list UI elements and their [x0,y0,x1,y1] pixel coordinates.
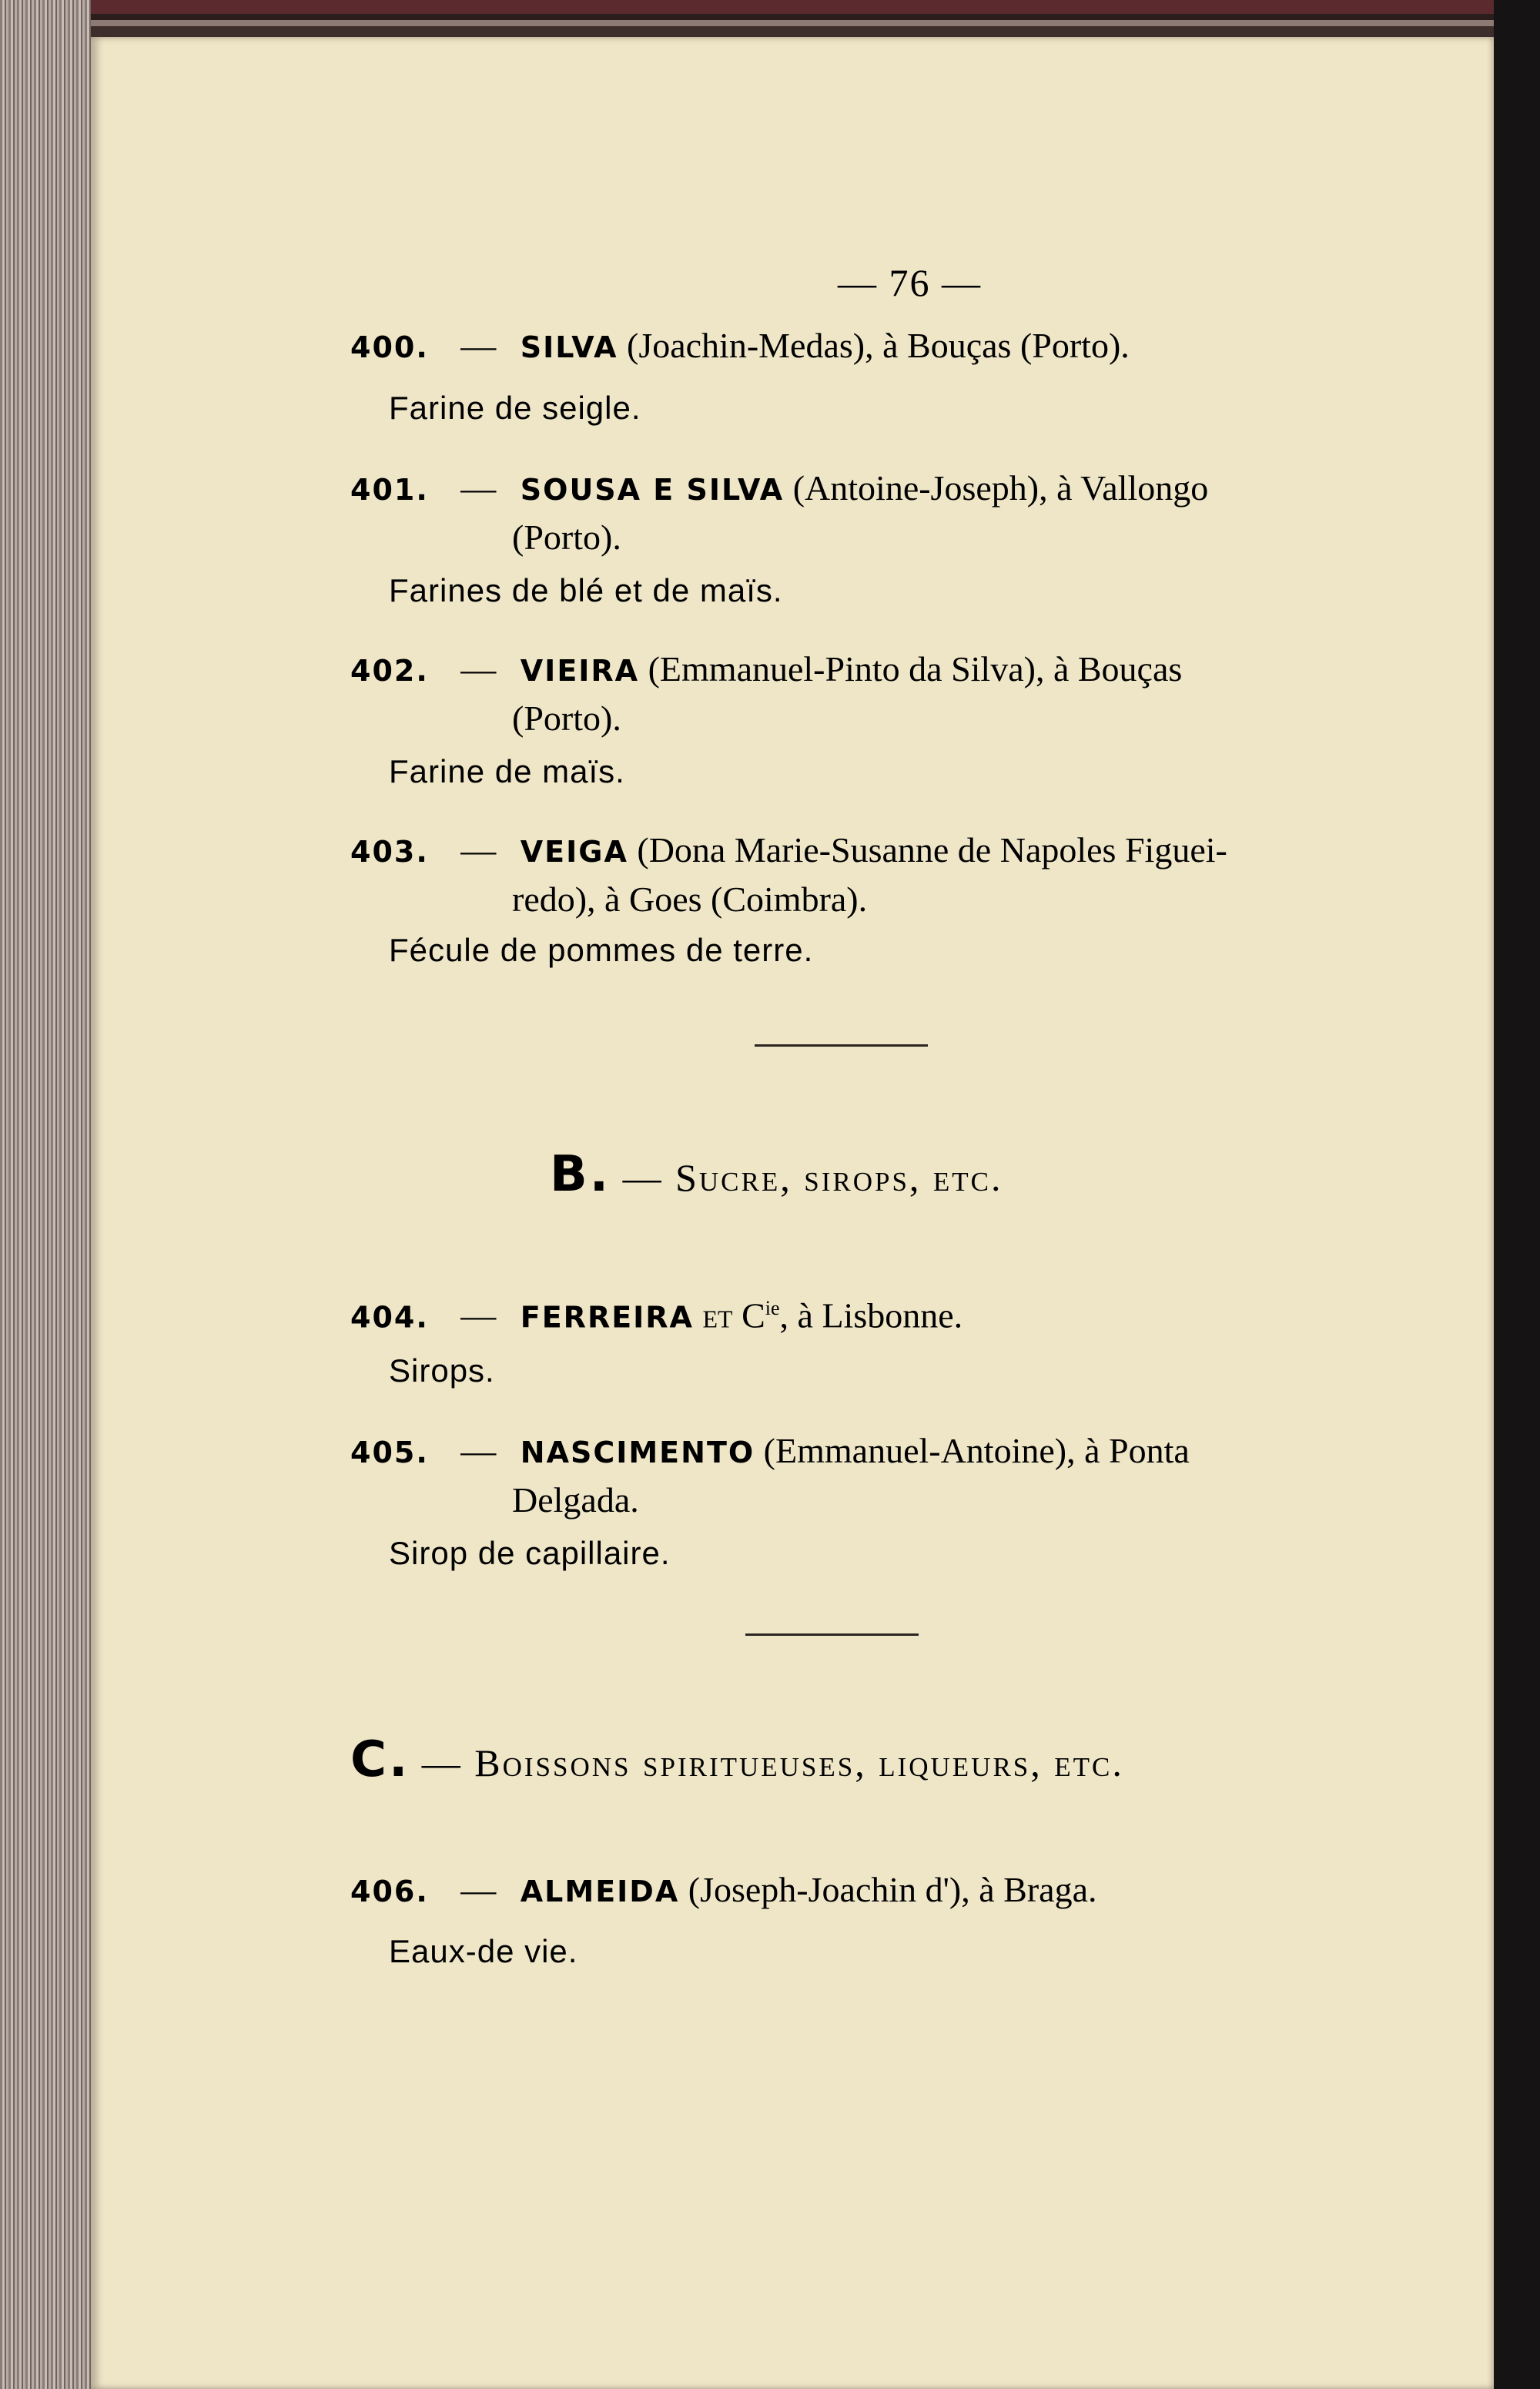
section-title: — Boissons spiritueuses, liqueurs, etc. [421,1741,1124,1784]
book-page-edges [0,0,91,2389]
entry-406 [350,1866,1424,1915]
exhibitor-details: , à Lisbonne. [779,1295,963,1335]
entry-number: 400. [350,330,429,364]
entry-number: 406. [350,1875,429,1908]
exhibitor-name: VIEIRA [520,654,640,688]
entry-402 [350,645,1424,742]
exhibitor-details: (Dona Marie-Susanne de Napoles Figuei- [628,830,1227,869]
entry-continuation: Delgada. [512,1480,639,1520]
section-title: — Sucre, sirops, etc. [622,1156,1003,1199]
exhibitor-details: (Joseph-Joachin d'), à Braga. [679,1870,1097,1909]
entry-dash: — [460,1295,497,1335]
exhibitor-details: (Emmanuel-Antoine), à Ponta [755,1431,1190,1470]
book-top-edge [0,0,1540,37]
exhibitor-name: FERREIRA [520,1300,694,1335]
section-divider [755,1044,928,1047]
company-suffix: et C [693,1295,765,1335]
entry-description: Sirop de capillaire. [389,1535,671,1571]
entry-dash: — [460,468,497,508]
entry-description: Eaux-de vie. [389,1933,578,1969]
section-heading-b [550,1146,1003,1203]
entry-number: 405. [350,1436,429,1469]
exhibitor-name: VEIGA [520,835,628,869]
entry-description: Farine de maïs. [389,753,625,789]
entry-number: 404. [350,1300,429,1335]
entry-number: 403. [350,835,429,869]
entry-404 [350,1285,1424,1341]
book-right-margin [1494,0,1540,2389]
exhibitor-name: SOUSA E SILVA [520,473,785,507]
entry-continuation: (Porto). [512,518,621,557]
section-letter: C. [350,1731,410,1788]
entry-dash: — [460,830,497,869]
exhibitor-details: (Joachin-Medas), à Bouças (Porto). [618,326,1130,365]
entry-description: Fécule de pommes de terre. [389,932,814,968]
entry-continuation: (Porto). [512,699,621,738]
entry-description: Farines de blé et de maïs. [389,572,783,608]
entry-405 [350,1427,1424,1524]
entry-description: Farine de seigle. [389,390,641,426]
exhibitor-name: NASCIMENTO [520,1436,755,1469]
entry-number: 401. [350,473,429,507]
section-heading-c [350,1731,1124,1788]
exhibitor-name: ALMEIDA [520,1875,680,1908]
book-page [91,37,1494,2389]
entry-continuation: redo), à Goes (Coimbra). [512,880,868,919]
exhibitor-details: (Emmanuel-Pinto da Silva), à Bouças [639,649,1183,689]
entry-dash: — [460,1870,497,1909]
entry-number: 402. [350,654,429,688]
company-suffix-superscript: ie [765,1297,780,1319]
entry-400 [350,322,1424,371]
entry-401 [350,464,1424,561]
exhibitor-details: (Antoine-Joseph), à Vallongo [784,468,1209,508]
page-number: — 76 — [838,261,982,304]
entry-description: Sirops. [389,1352,495,1389]
entry-dash: — [460,326,497,365]
entry-dash: — [460,1431,497,1470]
section-divider [745,1633,919,1636]
exhibitor-name: SILVA [520,330,618,364]
entry-dash: — [460,649,497,689]
entry-403 [350,826,1424,923]
section-letter: B. [550,1146,611,1203]
